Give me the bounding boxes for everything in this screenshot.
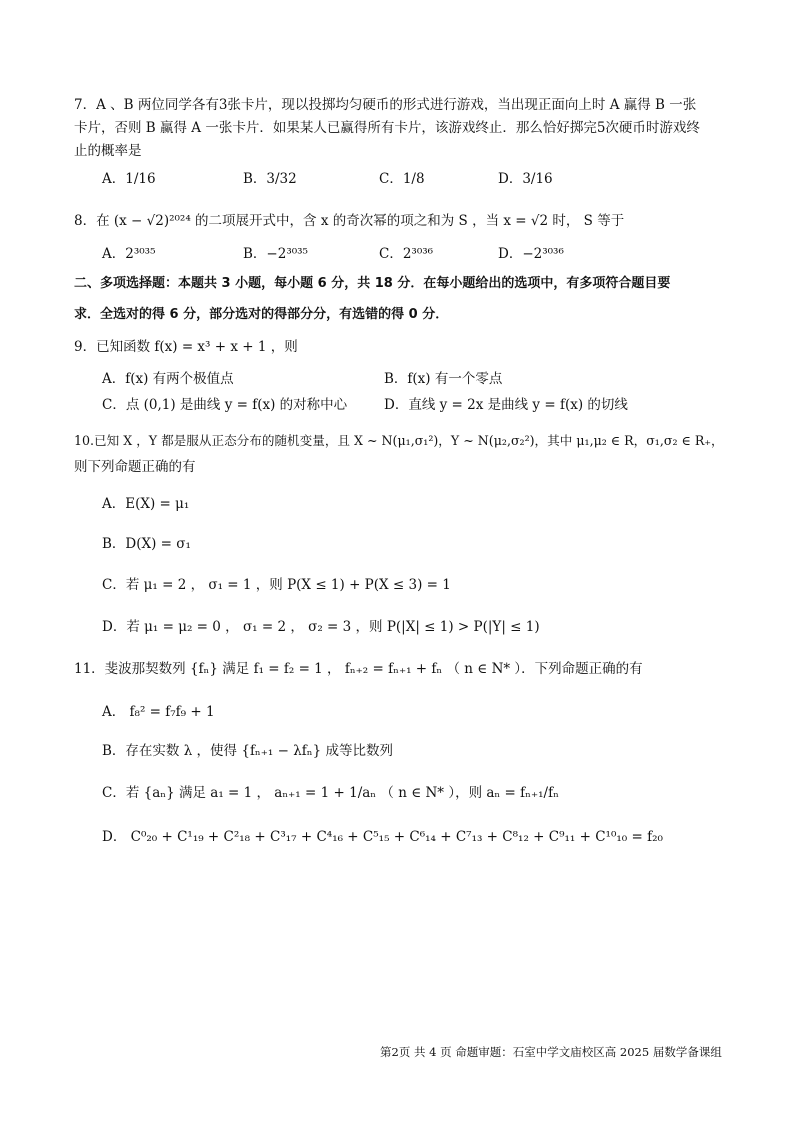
q8-option-c: C．2³⁰³⁶ [379,246,434,262]
q7-line3: 止的概率是 [74,143,142,159]
q9-stem: 9．已知函数 f(x) = x³ + x + 1 ，则 [74,339,298,355]
q9-option-d: D．直线 y = 2x 是曲线 y = f(x) 的切线 [384,397,628,413]
q10-line1: 10.已知 X ，Y 都是服从正态分布的随机变量，且 X ~ N(μ₁,σ₁²)，Y ~ N(μ₂,σ₂²)，其中 μ₁,μ₂ ∈ R，σ₁,σ₂ ∈ R₊， [74,433,724,448]
q7-line1: 7．A 、B 两位同学各有3张卡片，现以投掷均匀硬币的形式进行游戏，当出现正面向上时 A 赢得 B 一张 [74,97,697,113]
page-footer: 第2页 共 4 页 命题审题：石室中学文庙校区高 2025 届数学备课组 [380,1045,722,1059]
q8-option-d: D．−2³⁰³⁶ [498,246,564,262]
q9-option-c: C．点 (0,1) 是曲线 y = f(x) 的对称中心 [102,397,348,413]
q11-stem: 11．斐波那契数列 {fₙ} 满足 f₁ = f₂ = 1 ， fₙ₊₂ = fₙ₊₁ + fₙ （ n ∈ N* ）．下列命题正确的有 [74,661,643,677]
q10-option-c: C．若 μ₁ = 2 ， σ₁ = 1 ，则 P(X ≤ 1) + P(X ≤ 3) = 1 [102,577,451,593]
q10-option-d: D．若 μ₁ = μ₂ = 0 ， σ₁ = 2 ， σ₂ = 3 ，则 P(|X| ≤ 1) > P(|Y| ≤ 1) [102,619,540,635]
q10-option-a: A．E(X) = μ₁ [102,496,190,512]
q8-option-b: B．−2³⁰³⁵ [243,246,308,262]
q7-line2: 卡片，否则 B 赢得 A 一张卡片．如果某人已赢得所有卡片，该游戏终止．那么恰好掷完5次硬币时游戏终 [74,120,700,136]
q10-line2: 则下列命题正确的有 [74,459,196,475]
q11-option-c: C．若 {aₙ} 满足 a₁ = 1 ， aₙ₊₁ = 1 + 1/aₙ （ n ∈ N* ），则 aₙ = fₙ₊₁/fₙ [102,785,559,801]
q8-stem: 8．在 (x − √2)²⁰²⁴ 的二项展开式中，含 x 的奇次幂的项之和为 S ，当 x = √2 时， S 等于 [74,213,625,229]
q11-option-b: B．存在实数 λ ，使得 {fₙ₊₁ − λfₙ} 成等比数列 [102,743,393,759]
section2-heading-line2: 求．全选对的得 6 分，部分选对的得部分分，有选错的得 0 分． [74,307,449,322]
q11-option-a: A． f₈² = f₇f₉ + 1 [102,704,215,720]
q7-option-a: A．1/16 [102,171,156,187]
q10-option-b: B．D(X) = σ₁ [102,536,191,552]
section2-heading-line1: 二、多项选择题：本题共 3 小题，每小题 6 分，共 18 分．在每小题给出的选项中，有多项符合题目要 [74,276,671,291]
q7-option-b: B．3/32 [243,171,297,187]
q7-option-c: C．1/8 [379,171,425,187]
q8-option-a: A．2³⁰³⁵ [102,246,156,262]
q11-option-d: D． C⁰₂₀ + C¹₁₉ + C²₁₈ + C³₁₇ + C⁴₁₆ + C⁵₁₅ + C⁶₁₄ + C⁷₁₃ + C⁸₁₂ + C⁹₁₁ + C¹⁰₁₀ = f₂₀ [102,829,663,845]
q9-option-b: B．f(x) 有一个零点 [384,371,503,387]
q9-option-a: A．f(x) 有两个极值点 [102,371,234,387]
q7-option-d: D．3/16 [498,171,553,187]
